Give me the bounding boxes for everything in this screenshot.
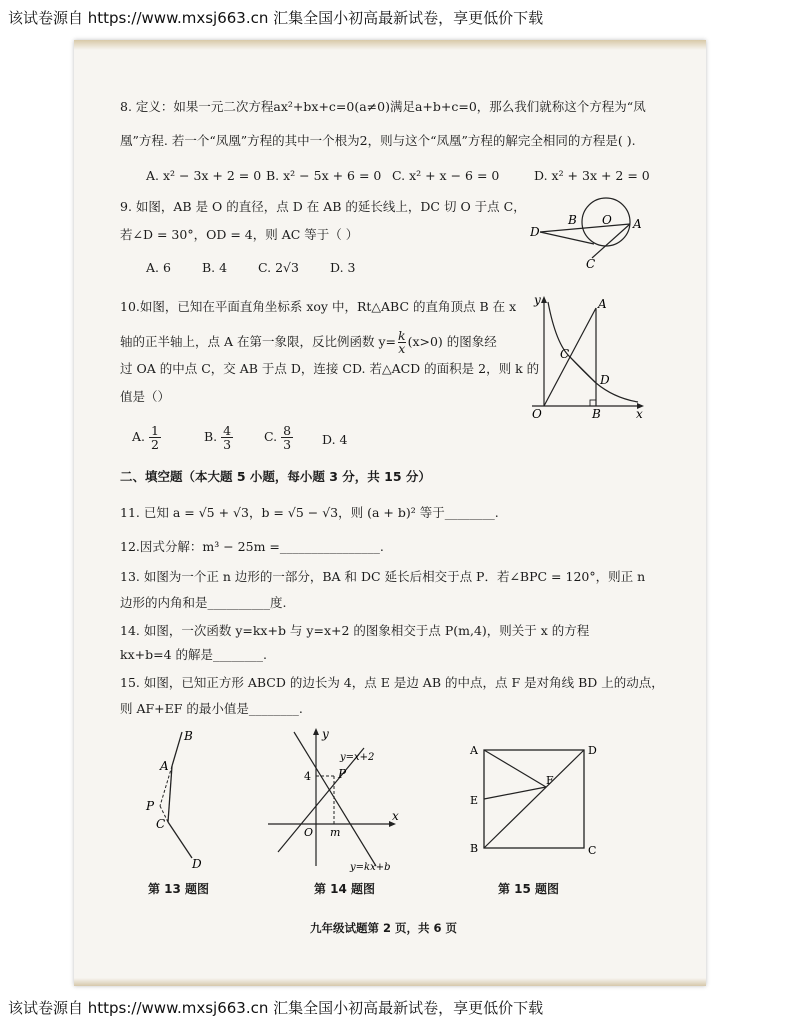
q12-text: 12.因式分解：m³ − 25m =________________. — [120, 539, 384, 554]
fig14-label-x: x — [392, 809, 399, 823]
q9-label-o: O — [602, 213, 612, 227]
q8-option-a: A. x² − 3x + 2 = 0 — [146, 168, 262, 183]
q10-label-b: B — [592, 407, 601, 420]
fig13-segment-ba — [172, 732, 182, 766]
paper-top-edge — [74, 40, 706, 50]
fig15-segment-af — [484, 750, 546, 787]
fig15-label-a: A — [470, 744, 478, 757]
fig13-figure — [142, 726, 222, 872]
q10-line4: 值是（） — [120, 389, 171, 404]
fig14-caption: 第 14 题图 — [314, 882, 376, 896]
fig14-line-yx2 — [278, 748, 364, 852]
fig15-label-c: C — [588, 844, 597, 857]
q9-option-b: B. 4 — [202, 260, 228, 275]
source-banner-bottom: 该试卷源自 https://www.mxsj663.cn 汇集全国小初高最新试卷，享更低价下载 — [8, 999, 544, 1017]
q9-figure — [530, 188, 650, 276]
q9-line2: 若∠D = 30°，OD = 4，则 AC 等于（ ） — [120, 227, 359, 242]
q8-option-c: C. x² + x − 6 = 0 — [392, 168, 500, 183]
q8-option-b: B. x² − 5x + 6 = 0 — [266, 168, 382, 183]
fig15-label-b: B — [470, 842, 479, 855]
section-2-title: 二、填空题（本大题 5 小题，每小题 3 分，共 15 分） — [120, 469, 431, 484]
q10-label-c: C — [560, 347, 570, 361]
fig14-label-y: y — [322, 727, 329, 741]
q9-line-da — [540, 224, 630, 232]
q10-label-x: x — [636, 407, 643, 420]
q15-line2: 则 AF+EF 的最小值是________. — [120, 701, 303, 716]
fig14-label-line1: y=x+2 — [340, 752, 375, 763]
q9-label-d: D — [530, 225, 540, 239]
fig15-caption: 第 15 题图 — [498, 882, 560, 896]
fig13-label-d: D — [192, 857, 202, 871]
exam-page — [74, 40, 706, 986]
fig13-caption: 第 13 题图 — [148, 882, 210, 896]
q15-line1: 15. 如图，已知正方形 ABCD 的边长为 4，点 E 是边 AB 的中点，点 F 是对角线 BD 上的动点， — [120, 675, 664, 690]
q8-line2: 凰”方程. 若一个“凤凰”方程的其中一个根为2，则与这个“凤凰”方程的解完全相同的方程是( ). — [120, 133, 636, 148]
q10-option-a — [132, 424, 161, 451]
q10-right-angle — [590, 400, 596, 406]
fig13-segment-ac — [168, 766, 172, 822]
page-footer: 九年级试题第 2 页，共 6 页 — [310, 921, 458, 935]
q10-label-a: A — [598, 297, 607, 311]
q10-figure — [522, 294, 648, 420]
q9-option-a: A. 6 — [146, 260, 171, 275]
q10-option-a-num: 1 — [151, 423, 159, 438]
q9-option-d: D. 3 — [330, 260, 356, 275]
q10-label-y: y — [534, 294, 541, 307]
q9-option-c: C. 2√3 — [258, 260, 299, 275]
q10-line2-end: (x>0) 的图象经 — [407, 334, 497, 349]
fig14-label-4: 4 — [304, 770, 311, 783]
q10-option-c-den: 3 — [283, 437, 292, 452]
q10-option-b-den: 3 — [223, 437, 232, 452]
fig13-segment-cd — [168, 822, 192, 858]
q11-text: 11. 已知 a = √5 + √3，b = √5 − √3，则 (a + b)² 等于________. — [120, 505, 499, 520]
fig15-segment-ef — [484, 787, 546, 799]
q10-fraction-num: k — [397, 328, 406, 343]
q10-option-b-frac — [221, 424, 233, 451]
q10-option-c-frac — [281, 424, 293, 451]
q9-line-ac — [592, 224, 630, 258]
q8-line1: 8. 定义：如果一元二次方程ax²+bx+c=0(a≠0)满足a+b+c=0，那么我们就称这个方程为“凤 — [120, 99, 646, 114]
q14-line1: 14. 如图，一次函数 y=kx+b 与 y=x+2 的图象相交于点 P(m,4)，则关于 x 的方程 — [120, 623, 590, 638]
q10-option-b-letter: B. — [204, 429, 218, 444]
q10-option-c — [264, 424, 293, 451]
q10-option-a-letter: A. — [132, 429, 146, 444]
q14-line2: kx+b=4 的解是________. — [120, 647, 267, 662]
q13-line1: 13. 如图为一个正 n 边形的一部分，BA 和 DC 延长后相交于点 P．若∠BPC = 120°，则正 n — [120, 569, 646, 584]
paper-bottom-edge — [74, 978, 706, 986]
q9-line-dc — [540, 232, 594, 244]
fig15-figure — [462, 740, 602, 860]
fig15-label-e: E — [470, 794, 479, 807]
q9-line1: 9. 如图，AB 是 O 的直径，点 D 在 AB 的延长线上，DC 切 O 于点 C， — [120, 199, 526, 214]
q10-y-arrow — [541, 296, 547, 303]
q10-label-d: D — [600, 373, 610, 387]
fig14-label-p: P — [338, 767, 347, 781]
q9-label-c: C — [586, 257, 596, 271]
q10-line3: 过 OA 的中点 C，交 AB 于点 D，连接 CD. 若△ACD 的面积是 2，则 k 的 — [120, 361, 540, 376]
fig15-diagonal-bd — [484, 750, 584, 848]
q10-option-a-frac — [149, 424, 161, 451]
q10-option-b-num: 4 — [223, 423, 232, 438]
q10-line2-start: 轴的正半轴上，点 A 在第一象限，反比例函数 y= — [120, 334, 396, 349]
q9-label-a: A — [633, 217, 642, 231]
q10-option-c-letter: C. — [264, 429, 278, 444]
q10-label-o: O — [532, 407, 542, 420]
fig15-label-d: D — [588, 744, 597, 757]
q10-fraction-den: x — [398, 341, 406, 356]
q10-option-a-den: 2 — [151, 437, 159, 452]
q10-fraction — [398, 330, 406, 355]
q9-label-b: B — [568, 213, 577, 227]
q10-option-d — [322, 432, 348, 447]
fig14-label-m: m — [330, 826, 341, 839]
q8-option-d: D. x² + 3x + 2 = 0 — [534, 168, 650, 183]
fig14-label-o: O — [304, 826, 314, 839]
fig13-label-b: B — [184, 729, 193, 743]
q10-option-d-letter: D. — [322, 432, 336, 447]
fig14-label-line2: y=kx+b — [350, 862, 391, 872]
q10-option-b — [204, 424, 233, 451]
fig13-label-c: C — [156, 817, 166, 831]
fig15-label-f: F — [546, 774, 554, 787]
q13-line2: 边形的内角和是__________度. — [120, 595, 287, 610]
q10-line2 — [120, 330, 497, 355]
source-banner-top: 该试卷源自 https://www.mxsj663.cn 汇集全国小初高最新试卷，享更低价下载 — [8, 9, 544, 27]
q10-line1: 10.如图，已知在平面直角坐标系 xoy 中，Rt△ABC 的直角顶点 B 在 x — [120, 299, 517, 314]
q10-option-d-value: 4 — [339, 432, 348, 447]
fig14-y-arrow — [313, 728, 319, 735]
fig13-label-p: P — [146, 799, 155, 813]
fig13-label-a: A — [160, 759, 169, 773]
fig14-figure — [264, 726, 404, 872]
q10-option-c-num: 8 — [283, 423, 292, 438]
